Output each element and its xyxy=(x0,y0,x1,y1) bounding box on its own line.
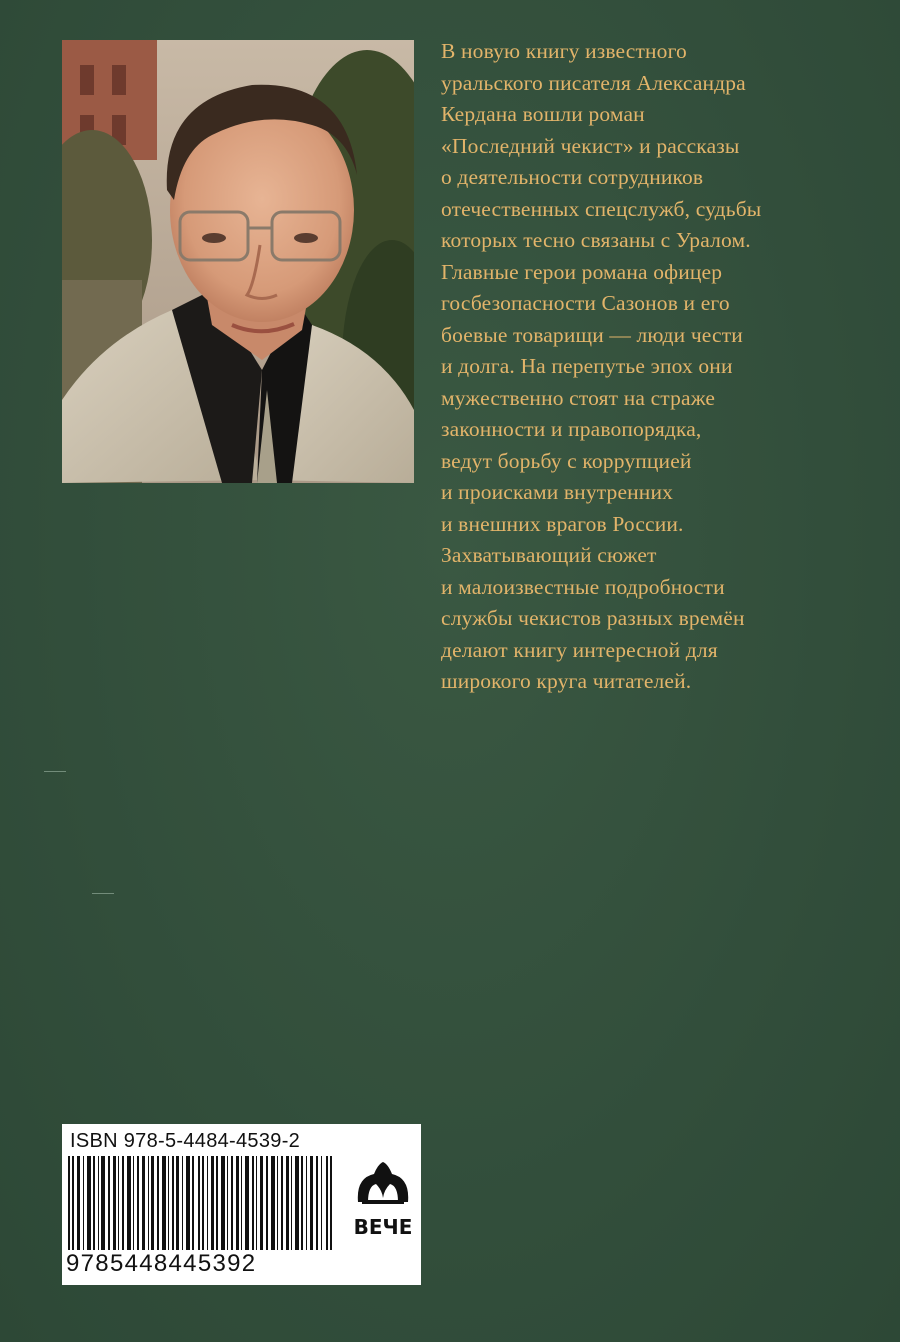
description-line: отечественных спецслужб, судьбы xyxy=(441,196,762,221)
description-line: и долга. На перепутье эпох они xyxy=(441,354,733,378)
author-photo xyxy=(62,40,414,483)
description-line: делают книгу интересной для xyxy=(441,637,718,662)
description-line: законности и правопорядка, xyxy=(441,417,702,441)
description-line: широкого круга читателей. xyxy=(441,669,692,693)
description-line: ведут борьбу с коррупцией xyxy=(441,448,692,473)
description-line: службы чекистов разных времён xyxy=(441,606,745,630)
description-line: Захватывающий сюжет xyxy=(441,543,657,567)
description-line: мужественно стоят на страже xyxy=(441,385,716,410)
isbn-label: ISBN 978-5-4484-4539-2 xyxy=(70,1130,301,1152)
description-line: Главные герои романа офицер xyxy=(441,259,723,284)
description-line: госбезопасности Сазонов и его xyxy=(441,291,730,315)
description-line: которых тесно связаны с Уралом. xyxy=(441,228,751,252)
fold-mark xyxy=(44,771,66,772)
author-portrait-icon xyxy=(62,40,414,483)
book-description xyxy=(441,36,871,698)
publisher-name: ВЕЧЕ xyxy=(353,1215,413,1239)
description-line: Кердана вошли роман xyxy=(441,102,645,126)
description-line: и внешних врагов России. xyxy=(441,511,684,536)
description-line: и происками внутренних xyxy=(441,480,674,504)
description-line: уральского писателя Александра xyxy=(441,70,746,95)
description-line: боевые товарищи — люди чести xyxy=(441,322,743,347)
barcode-sticker xyxy=(62,1124,421,1285)
barcode-icon xyxy=(68,1156,340,1262)
description-line: о деятельности сотрудников xyxy=(441,165,704,189)
fold-mark xyxy=(92,893,114,894)
publisher-logo-icon xyxy=(348,1160,418,1240)
description-line: «Последний чекист» и рассказы xyxy=(441,133,740,158)
barcode-digits: 9785448445392 xyxy=(66,1250,346,1278)
description-line: В новую книгу известного xyxy=(441,39,687,63)
description-line: и малоизвестные подробности xyxy=(441,574,725,599)
